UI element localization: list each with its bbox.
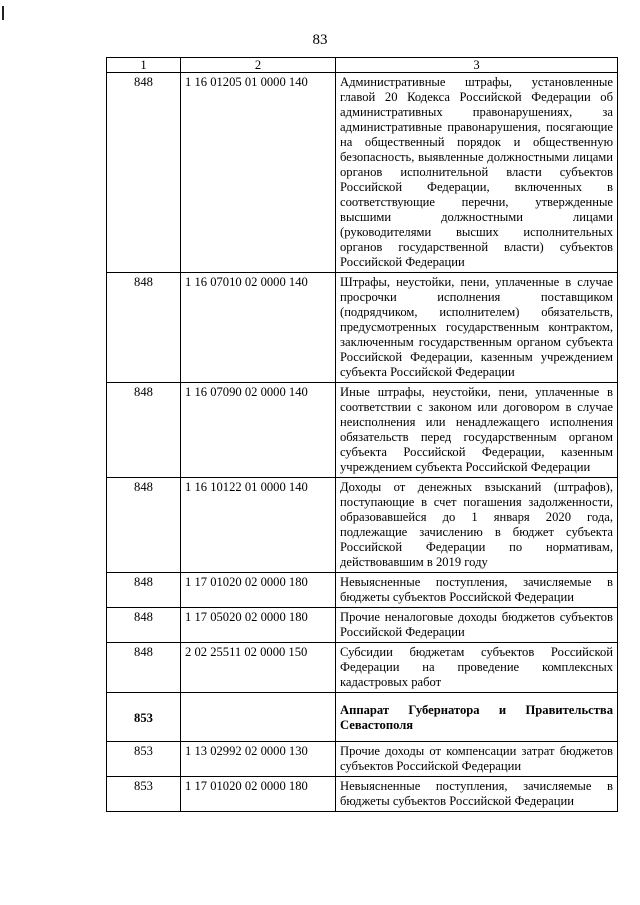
row-revenue-code: 1 16 07090 02 0000 140	[181, 383, 336, 478]
row-revenue-code: 1 13 02992 02 0000 130	[181, 742, 336, 777]
row-description: Прочие доходы от компенсации затрат бюджетов субъектов Российской Федерации	[336, 742, 618, 777]
margin-mark	[2, 6, 4, 20]
row-revenue-code: 1 17 01020 02 0000 180	[181, 777, 336, 812]
column-header-1: 1	[107, 58, 181, 73]
row-authority-code: 853	[107, 777, 181, 812]
table-row	[107, 693, 618, 742]
row-description: Иные штрафы, неустойки, пени, уплаченные в соответствии с законом или договором в случае неисполнения или ненадлежащего исполнения обязательств перед государственным органом субъекта Российской Федерации, казенным учреждением субъекта Российской Федерации	[336, 383, 618, 478]
page-number: 83	[312, 32, 328, 48]
row-description: Субсидии бюджетам субъектов Российской Федерации на проведение комплексных кадастровых работ	[336, 643, 618, 693]
row-description: Административные штрафы, установленные главой 20 Кодекса Российской Федерации об административных правонарушениях, за административные правонарушения, посягающие на общественный порядок и общественную безопасность, выявленные должностными лицами органов исполнительной власти субъектов Российской Федерации, включенных в соответствующие перечни, утвержденные высшими должностными лицами (руководителями высших исполнительных органов государственной власти) субъектов Российской Федерации	[336, 73, 618, 273]
row-authority-code: 848	[107, 273, 181, 383]
row-authority-code: 848	[107, 608, 181, 643]
row-authority-code: 848	[107, 383, 181, 478]
revenue-codes-table	[106, 57, 618, 812]
table-row	[107, 573, 618, 608]
table-row	[107, 608, 618, 643]
table-row	[107, 383, 618, 478]
row-revenue-code: 1 16 07010 02 0000 140	[181, 273, 336, 383]
row-revenue-code	[181, 693, 336, 742]
table-row	[107, 777, 618, 812]
table-row	[107, 73, 618, 273]
row-revenue-code: 1 17 05020 02 0000 180	[181, 608, 336, 643]
table-row	[107, 643, 618, 693]
table-header-row	[107, 58, 618, 73]
column-header-3: 3	[336, 58, 618, 73]
row-revenue-code: 1 17 01020 02 0000 180	[181, 573, 336, 608]
row-authority-code: 848	[107, 643, 181, 693]
row-description: Прочие неналоговые доходы бюджетов субъектов Российской Федерации	[336, 608, 618, 643]
table-row	[107, 273, 618, 383]
row-description: Доходы от денежных взысканий (штрафов), поступающие в счет погашения задолженности, образовавшейся до 1 января 2020 года, подлежащие зачислению в бюджет субъекта Российской Федерации по нормативам, действовавшим в 2019 году	[336, 478, 618, 573]
row-description: Невыясненные поступления, зачисляемые в бюджеты субъектов Российской Федерации	[336, 573, 618, 608]
table-row	[107, 742, 618, 777]
table-row	[107, 478, 618, 573]
row-description: Аппарат Губернатора и Правительства Севастополя	[336, 693, 618, 742]
row-authority-code: 848	[107, 478, 181, 573]
row-authority-code: 853	[107, 693, 181, 742]
row-revenue-code: 1 16 01205 01 0000 140	[181, 73, 336, 273]
row-authority-code: 848	[107, 73, 181, 273]
row-revenue-code: 1 16 10122 01 0000 140	[181, 478, 336, 573]
row-authority-code: 848	[107, 573, 181, 608]
row-description: Невыясненные поступления, зачисляемые в бюджеты субъектов Российской Федерации	[336, 777, 618, 812]
column-header-2: 2	[181, 58, 336, 73]
row-revenue-code: 2 02 25511 02 0000 150	[181, 643, 336, 693]
row-authority-code: 853	[107, 742, 181, 777]
row-description: Штрафы, неустойки, пени, уплаченные в случае просрочки исполнения поставщиком (подрядчиком, исполнителем) обязательств, предусмотренных государственным контрактом, заключенным государственным органом субъекта Российской Федерации, казенным учреждением субъекта Российской Федерации	[336, 273, 618, 383]
